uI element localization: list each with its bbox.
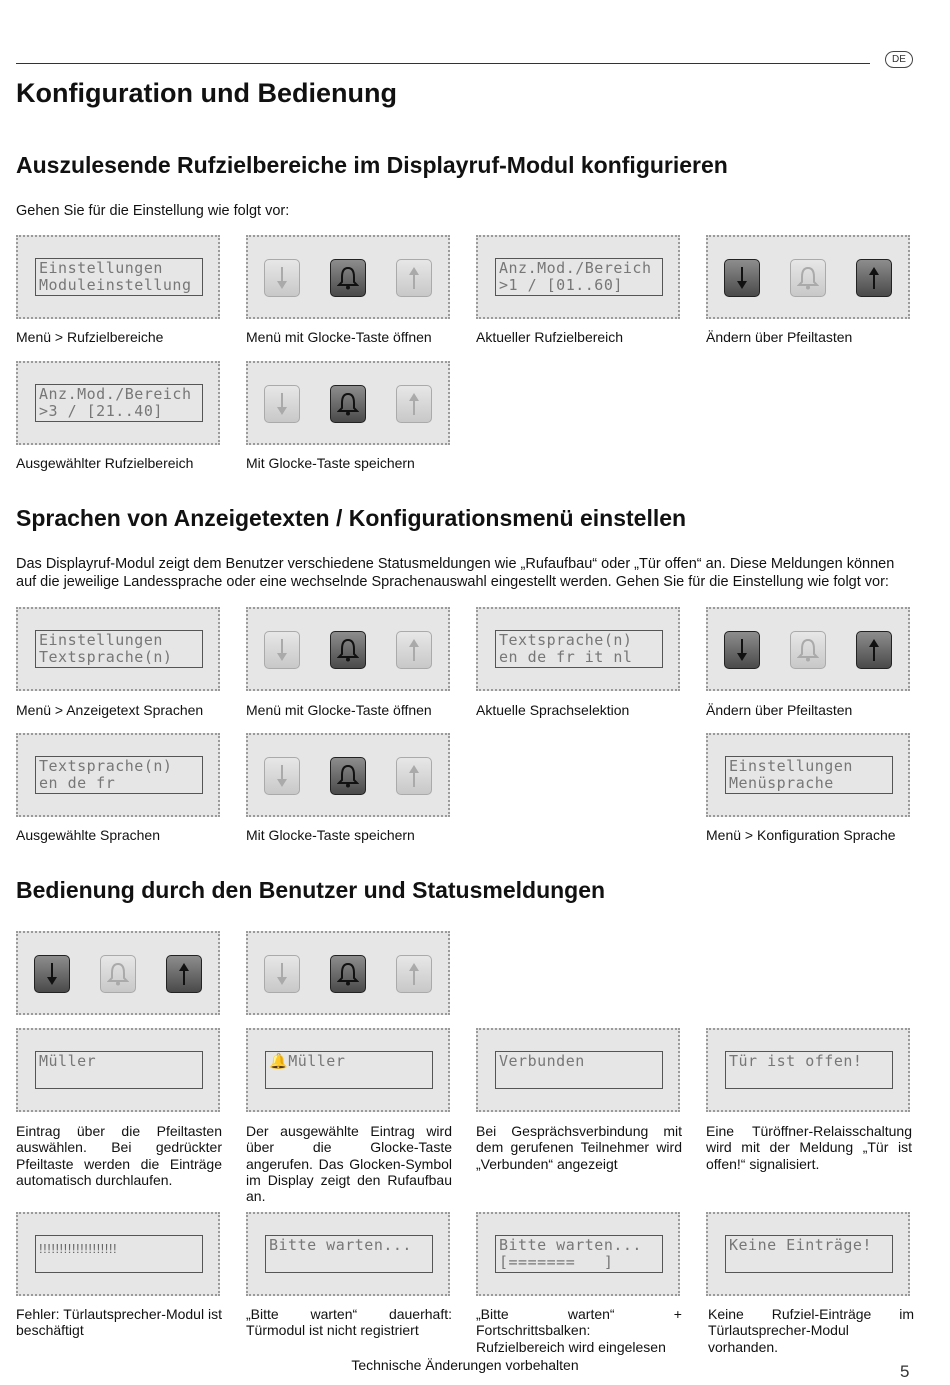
caption: Mit Glocke-Taste speichern (246, 455, 415, 471)
arrow-down-button[interactable] (264, 955, 300, 993)
bell-icon (337, 391, 359, 417)
caption: Ändern über Pfeiltasten (706, 702, 853, 718)
page-number: 5 (900, 1362, 910, 1381)
arrow-down-icon (271, 265, 293, 291)
display-panel (706, 1028, 910, 1112)
header-rule (16, 63, 870, 64)
display-panel (16, 361, 220, 445)
caption: Ausgewählte Sprachen (16, 827, 160, 843)
caption: Menü mit Glocke-Taste öffnen (246, 329, 432, 345)
arrow-down-button[interactable] (264, 259, 300, 297)
arrow-down-button[interactable] (264, 631, 300, 669)
display-panel (16, 235, 220, 319)
lcd-display: Anz.Mod./Bereich >1 / [01..60] (495, 258, 663, 296)
arrow-down-button[interactable] (724, 259, 760, 297)
display-panel (476, 607, 680, 691)
bell-button[interactable] (330, 757, 366, 795)
page-title: Konfiguration und Bedienung (16, 78, 397, 108)
keypad-panel (246, 361, 450, 445)
bell-button[interactable] (330, 385, 366, 423)
bell-button[interactable] (790, 631, 826, 669)
lcd-display: Tür ist offen! (725, 1051, 893, 1089)
caption: Menü mit Glocke-Taste öffnen (246, 702, 432, 718)
bell-button[interactable] (100, 955, 136, 993)
display-panel (16, 607, 220, 691)
display-panel (16, 733, 220, 817)
arrow-up-icon (173, 961, 195, 987)
section1-title: Auszulesende Rufzielbereiche im Displayruf-Modul konfigurieren (16, 152, 728, 178)
bell-icon (337, 637, 359, 663)
keypad-panel (706, 235, 910, 319)
lcd-display: !!!!!!!!!!!!!!!!!!! (35, 1235, 203, 1273)
footer-note: Technische Änderungen vorbehalten (351, 1357, 579, 1373)
description: „Bitte warten“ + Fortschrittsbalken: Rufzielbereich wird eingelesen (476, 1306, 682, 1355)
bell-icon (797, 637, 819, 663)
arrow-up-button[interactable] (856, 631, 892, 669)
keypad-panel (246, 733, 450, 817)
lcd-display: Einstellungen Moduleinstellung (35, 258, 203, 296)
ringing-bell-icon: 🔔 (269, 1052, 289, 1070)
keypad-panel (246, 235, 450, 319)
arrow-down-button[interactable] (724, 631, 760, 669)
arrow-down-icon (731, 637, 753, 663)
lcd-display: Keine Einträge! (725, 1235, 893, 1273)
caption: Menü > Konfiguration Sprache (706, 827, 896, 843)
bell-icon (337, 961, 359, 987)
description: „Bitte warten“ dauerhaft: Türmodul ist nicht registriert (246, 1306, 452, 1339)
bell-icon (337, 763, 359, 789)
description: Keine Rufziel-Einträge im Türlautsprecher-Modul vorhanden. (708, 1306, 914, 1355)
section2-intro: Das Displayruf-Modul zeigt dem Benutzer verschiedene Statusmeldungen wie „Rufaufbau“ oder „Tür offen“ an. Diese Meldungen können auf die jeweilige Landessprache oder eine wechselnde Sprachenauswahl eingestellt werden. Gehen Sie für die Einstellung wie folgt vor: (16, 556, 895, 590)
keypad-panel (706, 607, 910, 691)
keypad-panel (246, 931, 450, 1015)
description: Der ausgewählte Eintrag wird über die Glocke-Taste angerufen. Das Glocken-Symbol im Display zeigt den Rufaufbau an. (246, 1123, 452, 1205)
description: Eine Türöffner-Relaisschaltung wird mit der Meldung „Tür ist offen!“ signalisiert. (706, 1123, 912, 1172)
keypad-panel (16, 931, 220, 1015)
arrow-up-icon (403, 637, 425, 663)
lcd-display: 🔔Müller (265, 1051, 433, 1089)
lcd-display: Textsprache(n) en de fr (35, 756, 203, 794)
arrow-up-button[interactable] (856, 259, 892, 297)
display-panel (246, 1028, 450, 1112)
lcd-display: Bitte warten... (265, 1235, 433, 1273)
caption: Aktueller Rufzielbereich (476, 329, 624, 345)
language-badge: DE (885, 51, 913, 68)
caption: Mit Glocke-Taste speichern (246, 827, 415, 843)
display-panel (476, 1028, 680, 1112)
lcd-display: Einstellungen Menüsprache (725, 756, 893, 794)
arrow-up-icon (403, 763, 425, 789)
display-panel (706, 733, 910, 817)
bell-icon (337, 265, 359, 291)
display-panel (476, 235, 680, 319)
description: Bei Gesprächsverbindung mit dem gerufenen Teilnehmer wird „Verbunden“ angezeigt (476, 1123, 682, 1172)
arrow-up-button[interactable] (396, 631, 432, 669)
lcd-display: Müller (35, 1051, 203, 1089)
bell-button[interactable] (330, 955, 366, 993)
lcd-display: Textsprache(n) en de fr it nl (495, 630, 663, 668)
arrow-down-icon (271, 637, 293, 663)
arrow-up-icon (863, 637, 885, 663)
arrow-down-icon (731, 265, 753, 291)
arrow-up-button[interactable] (396, 259, 432, 297)
display-panel (16, 1028, 220, 1112)
bell-button[interactable] (330, 259, 366, 297)
progress-bar: [======= ] (499, 1253, 614, 1271)
bell-icon (107, 961, 129, 987)
arrow-up-icon (403, 391, 425, 417)
arrow-down-button[interactable] (34, 955, 70, 993)
description: Eintrag über die Pfeiltasten auswählen. Bei gedrückter Pfeiltaste werden die Einträge automatisch durchlaufen. (16, 1123, 222, 1188)
arrow-down-icon (271, 391, 293, 417)
arrow-up-icon (403, 961, 425, 987)
caption: Menü > Anzeigetext Sprachen (16, 702, 204, 718)
keypad-panel (246, 607, 450, 691)
display-panel (246, 1212, 450, 1296)
section2-title: Sprachen von Anzeigetexten / Konfigurationsmenü einstellen (16, 505, 687, 531)
arrow-down-icon (271, 961, 293, 987)
lcd-display: Bitte warten... [======= ] (495, 1235, 663, 1273)
arrow-up-button[interactable] (166, 955, 202, 993)
arrow-up-icon (863, 265, 885, 291)
arrow-up-icon (403, 265, 425, 291)
arrow-down-icon (271, 763, 293, 789)
caption: Menü > Rufzielbereiche (16, 329, 164, 345)
bell-button[interactable] (330, 631, 366, 669)
bell-icon (797, 265, 819, 291)
section1-intro: Gehen Sie für die Einstellung wie folgt vor: (16, 203, 290, 219)
arrow-down-button[interactable] (264, 385, 300, 423)
arrow-down-button[interactable] (264, 757, 300, 795)
display-panel (476, 1212, 680, 1296)
arrow-down-icon (41, 961, 63, 987)
display-panel (16, 1212, 220, 1296)
caption: Ändern über Pfeiltasten (706, 329, 853, 345)
arrow-up-button[interactable] (396, 757, 432, 795)
lcd-display: Anz.Mod./Bereich >3 / [21..40] (35, 384, 203, 422)
caption: Ausgewählter Rufzielbereich (16, 455, 194, 471)
lcd-display: Verbunden (495, 1051, 663, 1089)
lcd-display: Einstellungen Textsprache(n) (35, 630, 203, 668)
display-panel (706, 1212, 910, 1296)
section3-title: Bedienung durch den Benutzer und Statusmeldungen (16, 877, 606, 903)
arrow-up-button[interactable] (396, 385, 432, 423)
caption: Aktuelle Sprachselektion (476, 702, 630, 718)
bell-button[interactable] (790, 259, 826, 297)
description: Fehler: Türlautsprecher-Modul ist beschäftigt (16, 1306, 222, 1339)
arrow-up-button[interactable] (396, 955, 432, 993)
